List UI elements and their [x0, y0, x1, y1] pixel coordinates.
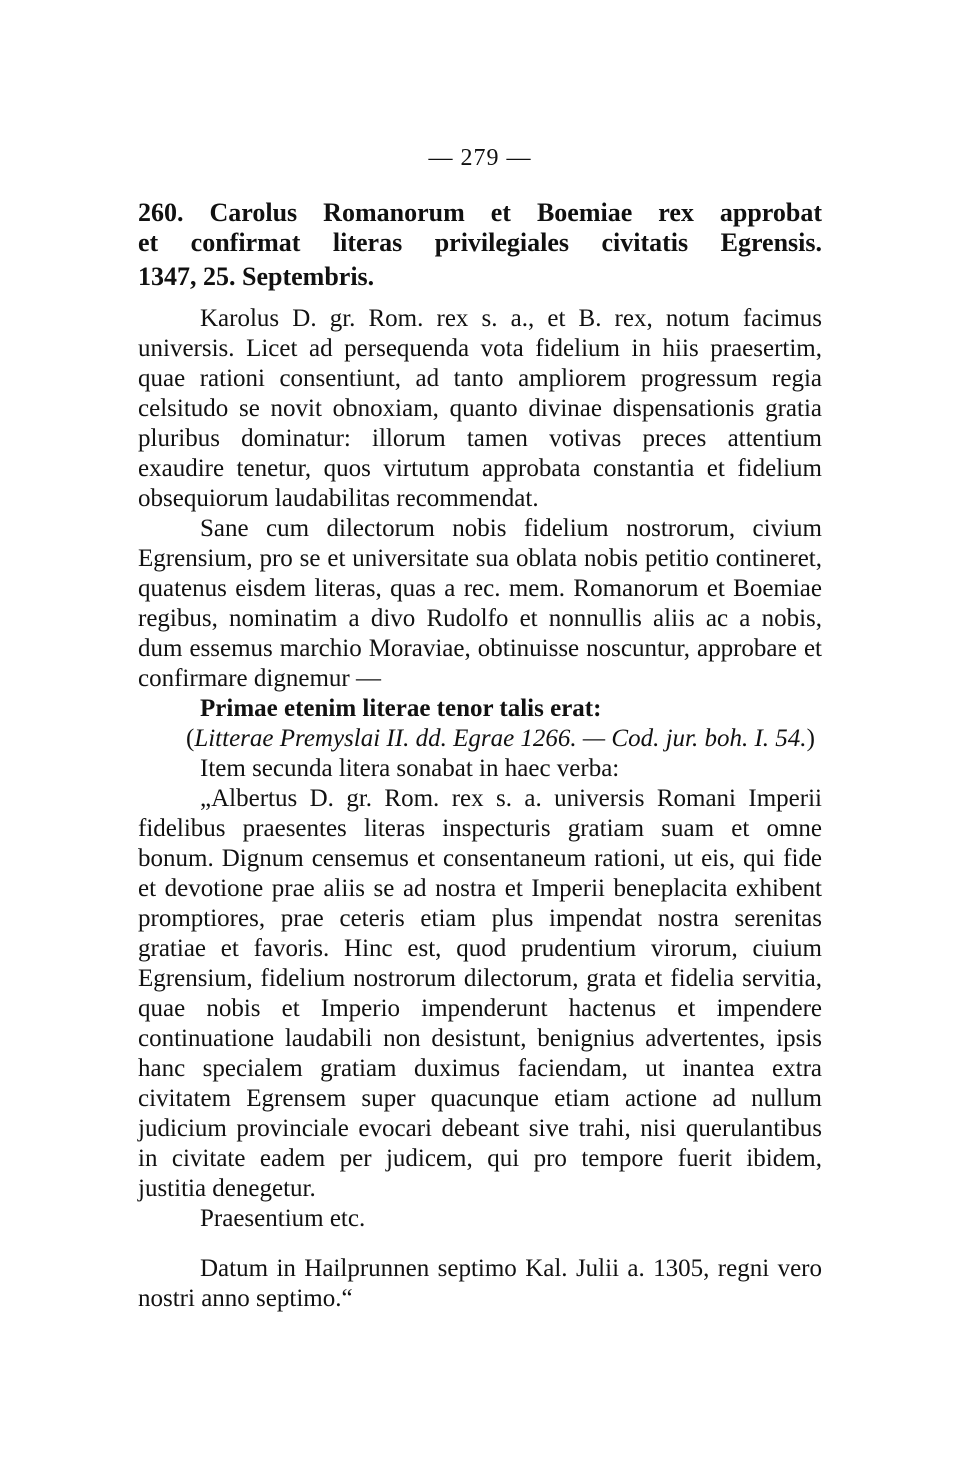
reference-open-paren: ( — [186, 725, 195, 752]
page-number: — 279 — — [428, 145, 532, 171]
paragraph-first-letter-intro: Primae etenim literae tenor talis erat: — [200, 695, 602, 722]
heading-line-2: et confirmat literas privilegiales civitatis Egrensis. — [138, 228, 822, 257]
document-page — [138, 140, 822, 1314]
paragraph-datum: Datum in Hailprunnen septimo Kal. Julii a. 1305, regni vero nostri anno septimo.“ — [138, 1255, 822, 1312]
paragraph-reference — [138, 724, 822, 754]
document-body — [138, 304, 822, 1314]
document-heading — [138, 198, 822, 292]
heading-line-1: 260. Carolus Romanorum et Boemiae rex approbat — [138, 198, 822, 227]
reference-close-paren: ) — [806, 725, 815, 752]
paragraph-petition: Sane cum dilectorum nobis fidelium nostrorum, civium Egrensium, pro se et universitate sua oblata nobis petitio contineret, quatenus eisdem literas, quas a rec. mem. Romanorum et Boemiae regibus, nominatim a divo Rudolfo et nonnullis aliis ac a nobis, dum essemus marchio Moraviae, obtinuisse noscuntur, approbare et confirmare dignemur — — [138, 515, 822, 692]
reference-text: Litterae Premyslai II. dd. Egrae 1266. — Cod. jur. boh. I. 54. — [194, 725, 807, 752]
paragraph-praesentium: Praesentium etc. — [200, 1205, 366, 1232]
heading-date: 1347, 25. Septembris. — [138, 262, 375, 291]
paragraph-second-letter-intro: Item secunda litera sonabat in haec verba: — [200, 755, 620, 782]
paragraph-albertus-letter: „Albertus D. gr. Rom. rex s. a. universis Romani Imperii fidelibus praesentes literas inspecturis gratiam suam et omne bonum. Dignum censemus et consentaneum rationi, ut eis, qui fide et devotione prae aliis se ad nostra et Imperii beneplacita exhibent promptiores, prae ceteris etiam plus impendat nostra serenitas gratiae et favoris. Hinc est, quod prudentium virorum, ciuium Egrensium, fidelium nostrorum dilectorum, grata et fidelia servitia, quae nobis et Imperio impenderunt hactenus et impendere continuatione laudabili non desistunt, benignius advertentes, ipsis hanc specialem gratiam duximus faciendam, ut inantea extra civitatem Egrensem super quacunque etiam actione ad nullum judicium provinciale evocari debeant sive trahi, nisi querulantibus in civitate eadem per judicem, qui pro tempore fuerit ibidem, justitia denegetur. — [138, 785, 822, 1202]
paragraph-intro: Karolus D. gr. Rom. rex s. a., et B. rex, notum facimus universis. Licet ad persequenda vota fidelium in hiis praesertim, quae rationi consentiunt, ad tanto ampliorem progressum regia celsitudo se novit obnoxiam, quanto divinae dispensationis gratia pluribus dominatur: illorum tamen votivas preces attentium exaudire tenetur, quos virtutum approbata constantia et fidelium obsequiorum laudabilitas recommendat. — [138, 305, 822, 512]
